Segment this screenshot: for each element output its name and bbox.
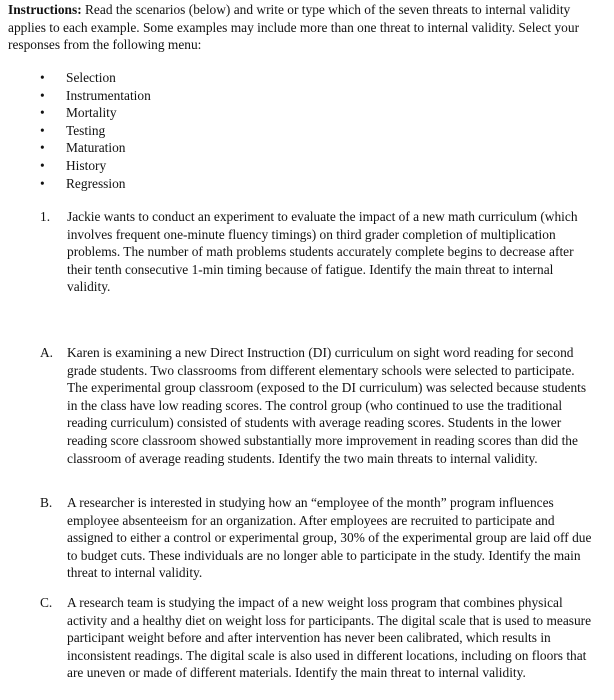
menu-item-selection: • Selection (40, 69, 151, 87)
instructions-label: Instructions: (8, 2, 82, 17)
instructions-paragraph (8, 1, 598, 54)
scenario-text: A researcher is interested in studying how an “employee of the month” program influences employee absenteeism for an organization. After employees are recruited to participate and assigned to either a control or experimental group, 30% of the experimental group are laid off due to budget cuts. These individuals are no longer able to participate in the study. Identify the main threat to internal validity. (67, 495, 592, 581)
scenario-marker: 1. (40, 209, 51, 224)
scenario-a (40, 344, 592, 467)
menu-item-maturation: • Maturation (40, 139, 151, 157)
scenario-b (40, 494, 592, 582)
threats-menu (40, 69, 151, 192)
scenario-marker: C. (40, 595, 53, 610)
scenario-text: Jackie wants to conduct an experiment to evaluate the impact of a new math curriculum (which involves frequent one-minute fluency timings) on third grader completion of multiplication problems. The number of math problems students accurately complete begins to decrease after their tenth consecutive 1-min timing because of fatigue. Identify the main threat to internal validity. (67, 209, 578, 295)
menu-item-instrumentation: • Instrumentation (40, 87, 151, 105)
scenario-marker: B. (40, 495, 53, 510)
menu-item-history: • History (40, 157, 151, 175)
instructions-text: Read the scenarios (below) and write or type which of the seven threats to internal validity applies to each example. Some examples may include more than one threat to internal validity. Select your responses from the following menu: (8, 2, 580, 53)
menu-item-mortality: • Mortality (40, 104, 151, 122)
scenario-c (40, 594, 592, 682)
scenario-1 (40, 208, 592, 296)
scenario-text: A research team is studying the impact of a new weight loss program that combines physical activity and a healthy diet on weight loss for participants. The digital scale that is used to measure participant weight before and after intervention has never been calibrated, which results in inconsistent readings. The digital scale is also used in different locations, including on floors that are uneven or made of different materials. Identify the main threat to internal validity. (67, 595, 592, 681)
scenario-text: Karen is examining a new Direct Instruction (DI) curriculum on sight word reading for second grade students. Two classrooms from different elementary schools were selected to participate. The experimental group classroom (exposed to the DI curriculum) was selected because students in the class have low reading scores. The control group (who continued to use the traditional reading curriculum) consisted of students with average reading scores. Students in the lower reading score classroom showed substantially more improvement in reading scores than did the classroom of average reading students. Identify the two main threats to internal validity. (67, 345, 587, 466)
menu-item-regression: • Regression (40, 175, 151, 193)
menu-item-testing: • Testing (40, 122, 151, 140)
scenario-marker: A. (40, 345, 54, 360)
